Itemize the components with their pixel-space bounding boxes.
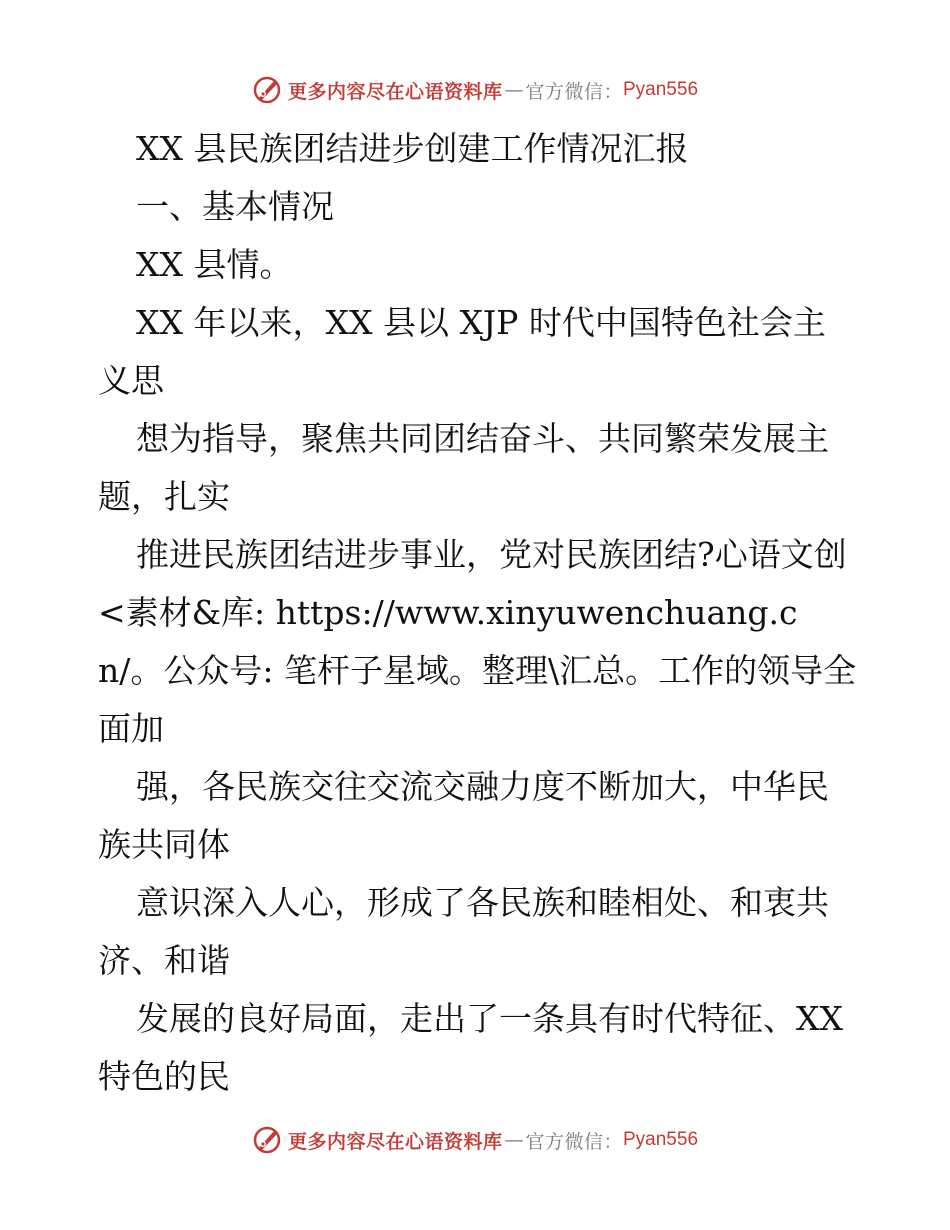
footer-banner xyxy=(0,1120,950,1160)
document-body xyxy=(98,120,858,1106)
banner-main-text: 更多内容尽在心语资料库 xyxy=(287,1130,503,1153)
banner-wechat-id: Pyan556 xyxy=(623,79,699,100)
paragraph: 发展的良好局面，走出了一条具有时代特征、XX 特色的民 xyxy=(98,999,843,1096)
banner-sub-text: 官方微信： xyxy=(525,1130,623,1153)
banner-sub-text: 官方微信： xyxy=(525,80,623,103)
banner-wechat-id: Pyan556 xyxy=(623,1129,699,1150)
paragraph: XX 县情。 xyxy=(136,245,293,284)
banner-separator: — xyxy=(504,1129,524,1151)
quill-pen-logo-icon xyxy=(252,75,282,105)
paragraph: XX 年以来，XX 县以 XJP 时代中国特色社会主义思 xyxy=(98,303,826,400)
header-banner xyxy=(0,70,950,110)
paragraph: 意识深入人心，形成了各民族和睦相处、和衷共济、和谐 xyxy=(98,883,829,980)
quill-pen-logo-icon xyxy=(252,1125,282,1155)
paragraph: 推进民族团结进步事业，党对民族团结?心语文创<素材&库: https://www.xinyuwenchuang.cn/。公众号: 笔杆子星域。整理\汇总。工作的领导全面加 xyxy=(98,535,857,748)
banner-separator: — xyxy=(504,79,524,101)
paragraph: 想为指导，聚焦共同团结奋斗、共同繁荣发展主题，扎实 xyxy=(98,419,829,516)
document-title: XX 县民族团结进步创建工作情况汇报 xyxy=(136,129,689,168)
paragraph: 强，各民族交往交流交融力度不断加大，中华民族共同体 xyxy=(98,767,829,864)
banner-main-text: 更多内容尽在心语资料库 xyxy=(287,80,503,103)
section-heading: 一、基本情况 xyxy=(136,187,334,226)
